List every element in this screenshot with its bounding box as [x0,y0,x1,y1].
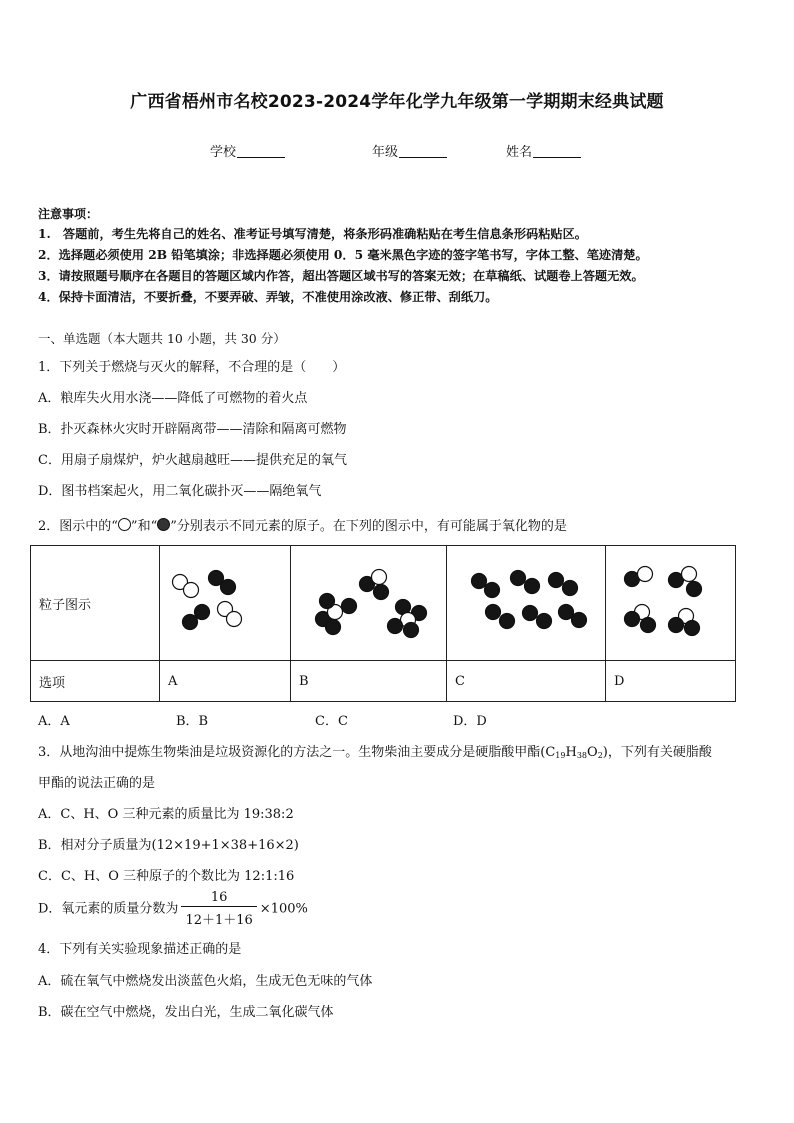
option-row-label: 选项 [31,661,160,702]
black-atom-icon [320,594,335,609]
question-3-option-a: A．C、H、O 三种元素的质量比为 19:38:2 [38,807,294,822]
school-field[interactable] [210,141,285,160]
black-atom-icon [195,605,210,620]
question-4-option-b: B．碳在空气中燃烧，发出白光，生成二氧化碳气体 [38,1005,334,1020]
fraction-denominator: 12＋1＋16 [185,913,253,928]
question-3-stem-line2: 甲酯的说法正确的是 [38,776,156,791]
particle-diagram-d [606,546,736,661]
question-1-option-c: C．用扇子扇煤炉，炉火越扇越旺——提供充足的氧气 [38,453,347,468]
notice-item: 2．选择题必须使用 2B 铅笔填涂；非选择题必须使用 0．5 毫米黑色字迹的签字笔书写，字体工整、笔迹清楚。 [38,248,648,262]
q3-subscript: 38 [576,751,588,760]
question-3-option-d [38,890,308,928]
option-label-b: B [291,661,447,702]
notice-item: 1. 答题前，考生先将自己的姓名、准考证号填写清楚，将条形码准确粘贴在考生信息条形码粘贴区。 [38,227,587,241]
white-atom-icon [184,583,199,598]
diagram-b-svg [291,546,447,660]
question-2-stem-part: ”分别表示不同元素的原子。在下列的图示中，有可能属于氧化物的是 [170,519,567,534]
question-3-stem [38,741,712,760]
particle-diagram-c [447,546,606,661]
q3-text: O [587,745,598,760]
q3-d-text: D．氧元素的质量分数为 [38,901,179,917]
question-2-stem-part: 2．图示中的“ [38,519,118,534]
black-atom-icon [511,571,526,586]
particle-diagram-table [30,545,736,702]
black-atom-icon [625,612,640,627]
option-label-c: C [447,661,606,702]
q3-text: )，下列有关硬脂酸 [602,745,712,760]
choice-b[interactable]: B．B [176,714,209,729]
question-2-stem [38,515,567,534]
school-label: 学校 [210,145,237,160]
black-atom-icon [485,583,500,598]
black-atom-icon [486,605,501,620]
diagram-c-svg [447,546,606,660]
white-atom-icon [682,567,697,582]
option-label-a: A [160,661,291,702]
question-2-stem-part: ”和“ [130,519,158,534]
white-atom-icon [372,570,387,585]
black-atom-icon [388,619,403,634]
particle-diagram-b [291,546,447,661]
question-3-option-b: B．相对分子质量为(12×19+1×38+16×2) [38,838,299,853]
fraction-numerator: 16 [181,890,256,907]
choice-a[interactable]: A．A [38,714,70,729]
q3-text: 3．从地沟油中提炼生物柴油是垃圾资源化的方法之一。生物柴油主要成分是硬脂酸甲酯(C [38,745,556,760]
fraction [181,890,256,928]
black-atom-icon [326,620,341,635]
black-atom-icon [472,574,487,589]
option-label-d: D [606,661,736,702]
black-atom-icon [374,585,389,600]
grade-blank[interactable] [399,144,447,158]
black-atom-icon [537,614,552,629]
notice-item: 3．请按照题号顺序在各题目的答题区域内作答，超出答题区域书写的答案无效；在草稿纸、试题卷上答题无效。 [38,269,644,283]
name-label: 姓名 [506,145,533,160]
choice-d[interactable]: D．D [453,714,487,729]
notice-heading: 注意事项： [38,207,99,221]
white-atom-icon [227,612,242,627]
exam-title: 广西省梧州市名校2023-2024学年化学九年级第一学期期末经典试题 [130,92,664,112]
school-blank[interactable] [237,144,285,158]
black-atom-icon [157,518,170,531]
q3-subscript: 2 [597,751,603,760]
diagram-a-svg [160,546,291,660]
black-atom-icon [669,618,684,633]
black-atom-icon [549,573,564,588]
q3-d-text: ×100% [259,901,308,917]
question-3-option-c: C．C、H、O 三种原子的个数比为 12:1:16 [38,869,295,884]
question-1-option-a: A．粮库失火用水浇——降低了可燃物的着火点 [38,391,308,406]
notice-item: 4．保持卡面清洁，不要折叠，不要弄破、弄皱，不准使用涂改液、修正带、刮纸刀。 [38,290,498,304]
black-atom-icon [687,582,702,597]
black-atom-icon [559,605,574,620]
white-atom-icon [118,518,131,531]
black-atom-icon [641,618,656,633]
question-1-option-b: B．扑灭森林火灾时开辟隔离带——清除和隔离可燃物 [38,422,347,437]
black-atom-icon [404,623,419,638]
particle-row-label: 粒子图示 [31,546,160,661]
grade-field[interactable] [372,141,447,160]
black-atom-icon [572,613,587,628]
choice-c[interactable]: C．C [315,714,348,729]
diagram-d-svg [606,546,736,660]
black-atom-icon [685,621,700,636]
question-1-option-d: D．图书档案起火，用二氧化碳扑灭——隔绝氧气 [38,484,322,499]
section-heading: 一、单选题（本大题共 10 小题，共 30 分） [38,331,286,346]
q3-text: H [565,745,577,760]
question-1-stem: 1．下列关于燃烧与灭火的解释，不合理的是（ ） [38,360,346,375]
question-4-option-a: A．硫在氧气中燃烧发出淡蓝色火焰，生成无色无味的气体 [38,974,373,989]
question-4-stem: 4．下列有关实验现象描述正确的是 [38,942,242,957]
white-atom-icon [638,567,653,582]
black-atom-icon [563,581,578,596]
name-blank[interactable] [533,144,581,158]
particle-diagram-a [160,546,291,661]
grade-label: 年级 [372,145,399,160]
black-atom-icon [500,614,515,629]
q3-subscript: 19 [555,751,566,760]
black-atom-icon [525,579,540,594]
black-atom-icon [523,606,538,621]
black-atom-icon [221,580,236,595]
black-atom-icon [183,615,198,630]
black-atom-icon [342,599,357,614]
name-field[interactable] [506,141,581,160]
